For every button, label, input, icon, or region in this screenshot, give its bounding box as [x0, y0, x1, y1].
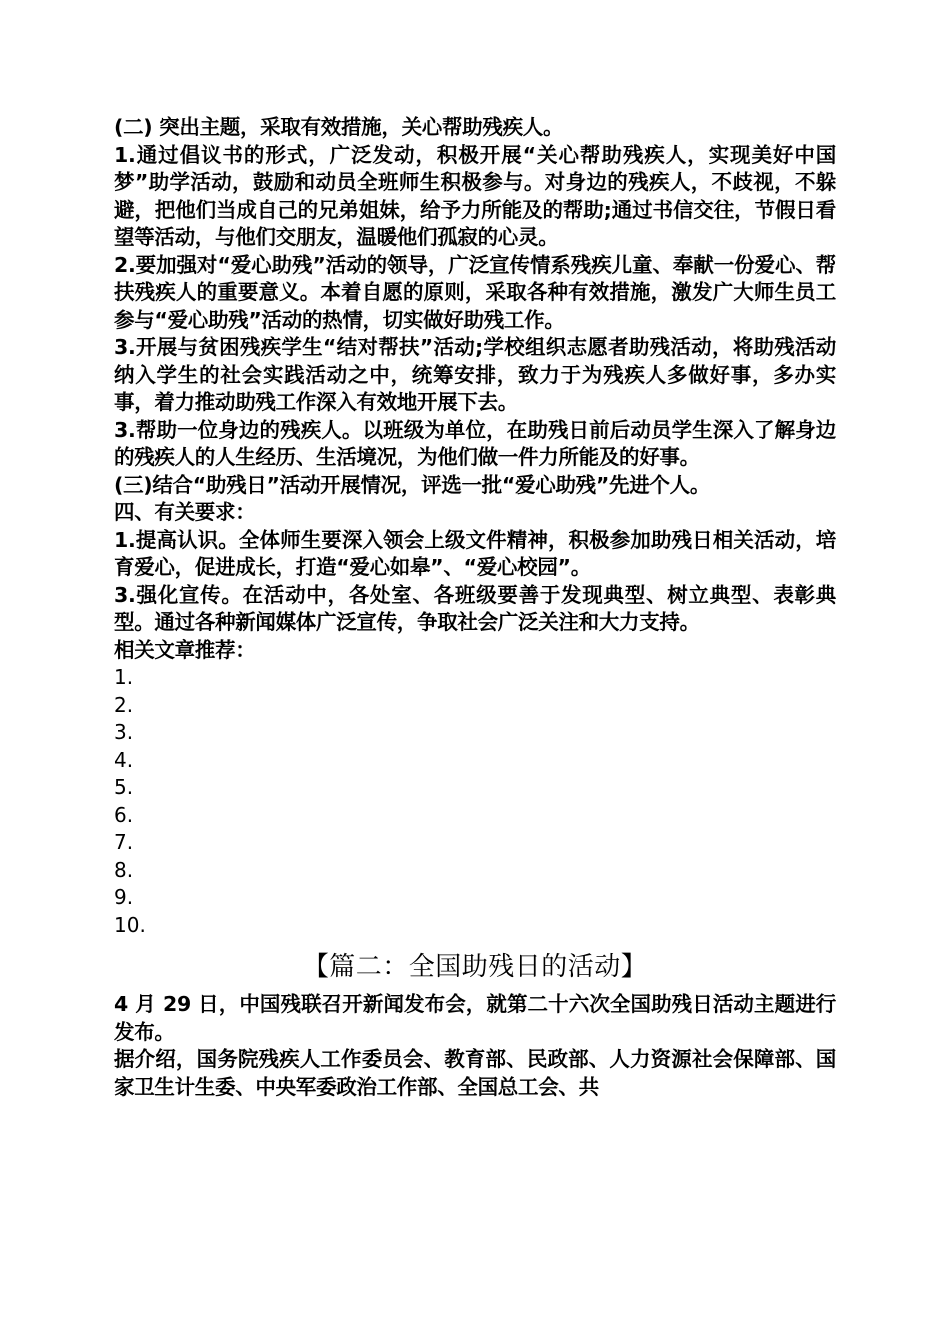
list-item: 6. — [114, 802, 134, 827]
paragraph-highlight-theme: (二) 突出主题，采取有效措施，关心帮助残疾人。 — [114, 115, 564, 139]
list-item: 10. — [114, 912, 146, 937]
list-item: 9. — [114, 885, 134, 909]
paragraph-press-conference: 4 月 29 日，中国残联召开新闻发布会，就第二十六次全国助残日活动主题进行发布。 — [114, 992, 836, 1044]
paragraph-requirement-awareness: 1.提高认识。全体师生要深入领会上级文件精神，积极参加助残日相关活动，培育爱心，促进成长，打造“爱心如皋”、“爱心校园”。 — [114, 527, 836, 579]
list-item: 2. — [114, 692, 134, 717]
paragraph-item-proposal: 1.通过倡议书的形式，广泛发动，积极开展“关心帮助残疾人，实现美好中国梦”助学活动，鼓励和动员全班师生积极参与。对身边的残疾人，不歧视，不躲避，把他们当成自己的兄弟姐妹，给予力所能及的帮助;通过书信交往，节假日看望等活动，与他们交朋友，温暖他们孤寂的心灵。 — [114, 142, 836, 249]
paragraph-selection: (三)结合“助残日”活动开展情况，评选一批“爱心助残”先进个人。 — [114, 472, 711, 497]
list-item: 4. — [114, 747, 134, 772]
section-title: 【篇二：全国助残日的活动】 — [302, 952, 648, 982]
paragraph-item-leadership: 2.要加强对“爱心助残”活动的领导，广泛宣传情系残疾儿童、奉献一份爱心、帮扶残疾人的重要意义。本着自愿的原则，采取各种有效措施，激发广大师生员工参与“爱心助残”活动的热情，切实做好助残工作。 — [114, 252, 836, 332]
related-articles-heading: 相关文章推荐： — [114, 637, 256, 662]
list-item: 3. — [114, 720, 134, 744]
document-body — [114, 114, 836, 1101]
related-articles-list — [114, 664, 836, 939]
paragraph-item-pairing: 3.开展与贫困残疾学生“结对帮扶”活动;学校组织志愿者助残活动，将助残活动纳入学生的社会实践活动之中，统筹安排，致力于为残疾人多做好事，多办实事，着力推动助残工作深入有效地开展下去。 — [114, 335, 836, 414]
paragraph-requirements-heading: 四、有关要求： — [114, 500, 256, 524]
list-item: 5. — [114, 775, 134, 799]
paragraph-introduction: 据介绍，国务院残疾人工作委员会、教育部、民政部、人力资源社会保障部、国家卫生计生委、中央军委政治工作部、全国总工会、共 — [114, 1047, 836, 1099]
list-item: 1. — [114, 665, 134, 689]
paragraph-item-help-one: 3.帮助一位身边的残疾人。以班级为单位，在助残日前后动员学生深入了解身边的残疾人的人生经历、生活境况，为他们做一件力所能及的好事。 — [114, 417, 836, 469]
paragraph-requirement-publicity: 3.强化宣传。在活动中，各处室、各班级要善于发现典型、树立典型、表彰典型。通过各种新闻媒体广泛宣传，争取社会广泛关注和大力支持。 — [114, 582, 836, 634]
list-item: 8. — [114, 857, 134, 882]
list-item: 7. — [114, 830, 134, 854]
